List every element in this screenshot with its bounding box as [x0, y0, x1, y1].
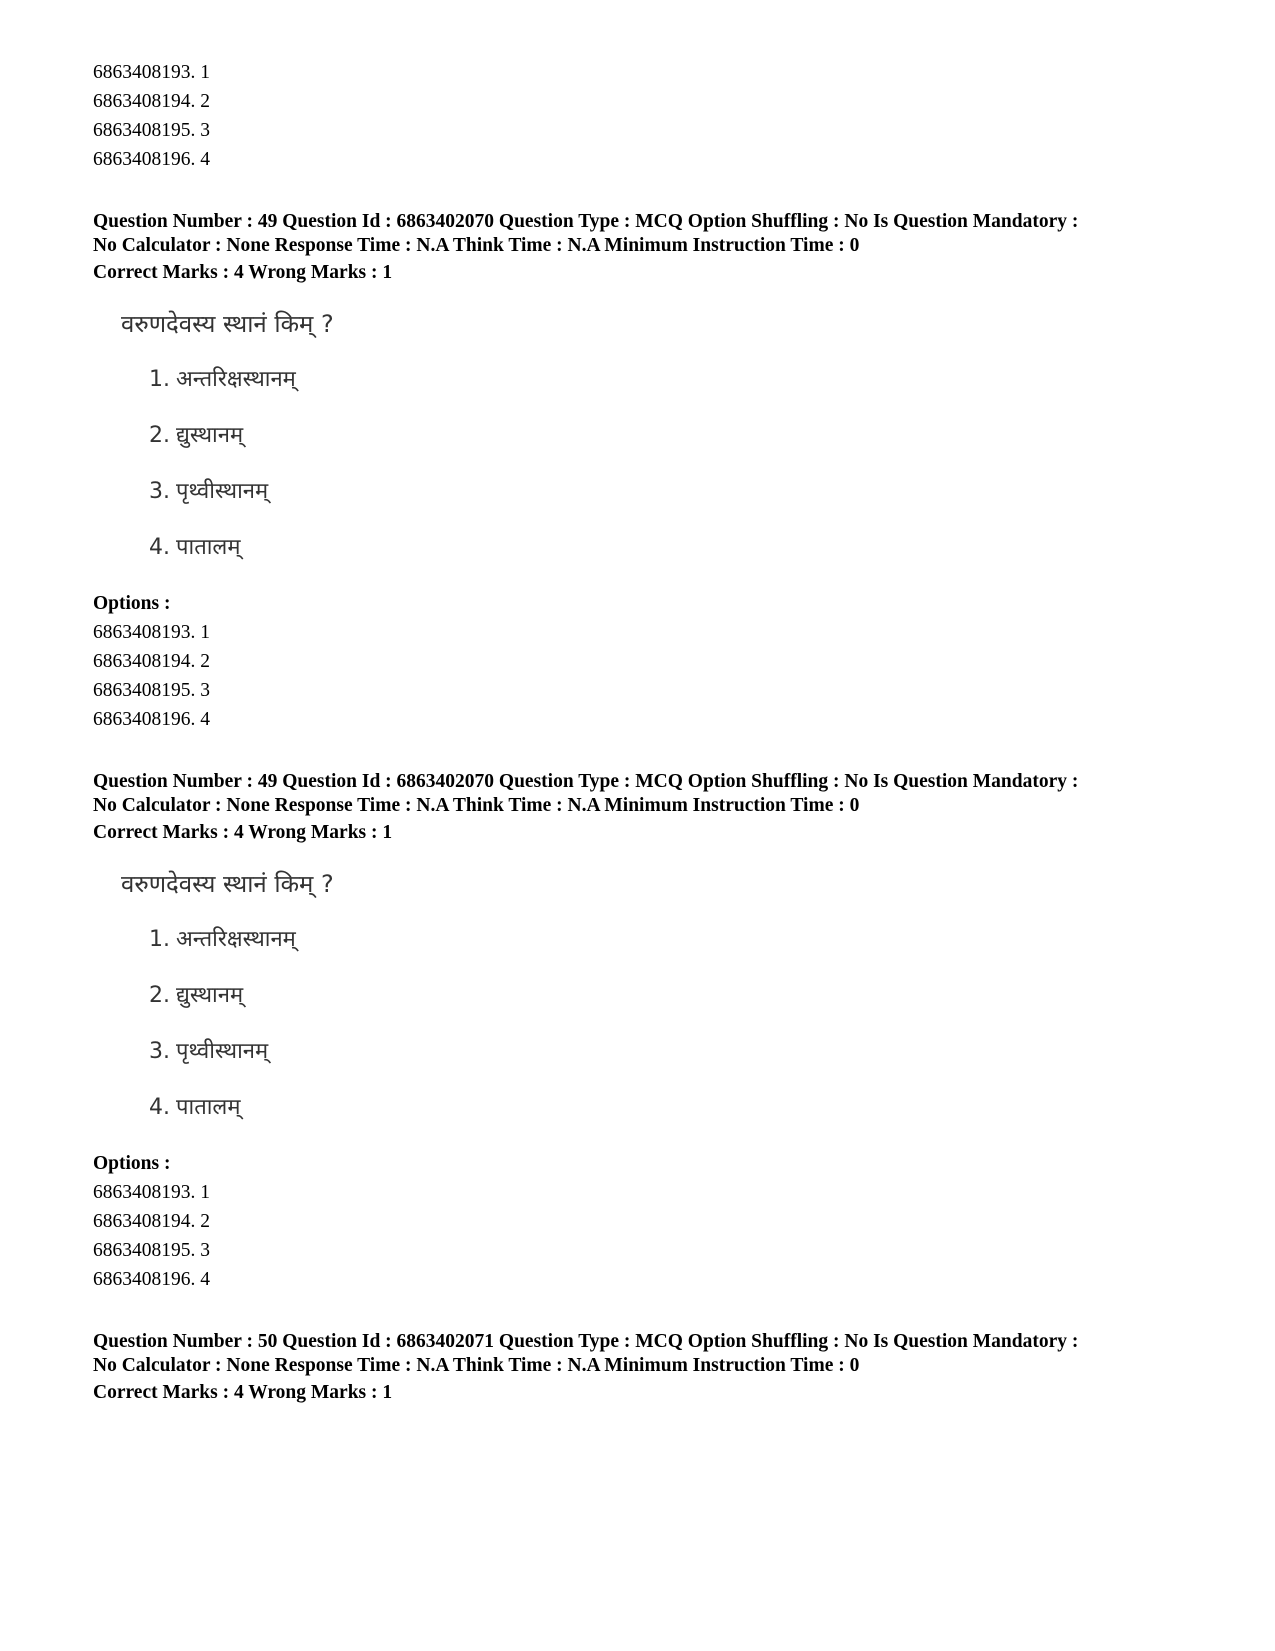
question-image: [93, 853, 1203, 1149]
question-meta-line-2: No Calculator : None Response Time : N.A Think Time : N.A Minimum Instruction Time : 0: [93, 235, 860, 256]
option-item: 6863408195. 3: [93, 680, 210, 701]
question-block: [93, 1330, 1203, 1407]
options-list-top: [93, 58, 1203, 174]
question-choice: 1. अन्तरिक्षस्थानम्: [149, 927, 296, 952]
option-item: 6863408196. 4: [93, 149, 210, 170]
question-marks: Correct Marks : 4 Wrong Marks : 1: [93, 1382, 393, 1403]
document-page: [93, 58, 1203, 1407]
option-item: 6863408196. 4: [93, 1269, 210, 1290]
option-item: 6863408194. 2: [93, 651, 210, 672]
options-list: [93, 618, 1203, 734]
option-item: 6863408195. 3: [93, 1240, 210, 1261]
question-stem: वरुणदेवस्य स्थानं किम् ?: [121, 310, 334, 338]
question-block: [93, 210, 1203, 734]
question-marks: Correct Marks : 4 Wrong Marks : 1: [93, 262, 393, 283]
question-block: [93, 770, 1203, 1294]
option-item: 6863408196. 4: [93, 709, 210, 730]
question-meta-line-2: No Calculator : None Response Time : N.A Think Time : N.A Minimum Instruction Time : 0: [93, 1355, 860, 1376]
question-marks: Correct Marks : 4 Wrong Marks : 1: [93, 822, 393, 843]
option-item: 6863408193. 1: [93, 622, 210, 643]
question-choice: 3. पृथ्वीस्थानम्: [149, 1039, 269, 1064]
question-image: [93, 293, 1203, 589]
question-choice: 2. द्युस्थानम्: [149, 983, 244, 1008]
question-choice: 4. पातालम्: [149, 1095, 241, 1120]
question-choice: 4. पातालम्: [149, 535, 241, 560]
option-item: 6863408193. 1: [93, 1182, 210, 1203]
options-label: Options :: [93, 1153, 171, 1174]
question-choice: 3. पृथ्वीस्थानम्: [149, 479, 269, 504]
option-item: 6863408195. 3: [93, 120, 210, 141]
option-item: 6863408193. 1: [93, 62, 210, 83]
question-meta-line-1: Question Number : 49 Question Id : 6863402070 Question Type : MCQ Option Shuffling : No Is Question Mandatory :: [93, 771, 1079, 792]
question-meta-line-1: Question Number : 49 Question Id : 6863402070 Question Type : MCQ Option Shuffling : No Is Question Mandatory :: [93, 211, 1079, 232]
question-choice: 2. द्युस्थानम्: [149, 423, 244, 448]
option-item: 6863408194. 2: [93, 1211, 210, 1232]
options-label: Options :: [93, 593, 171, 614]
question-meta-line-2: No Calculator : None Response Time : N.A Think Time : N.A Minimum Instruction Time : 0: [93, 795, 860, 816]
options-list: [93, 1178, 1203, 1294]
question-choice: 1. अन्तरिक्षस्थानम्: [149, 367, 296, 392]
option-item: 6863408194. 2: [93, 91, 210, 112]
question-meta-line-1: Question Number : 50 Question Id : 6863402071 Question Type : MCQ Option Shuffling : No Is Question Mandatory :: [93, 1331, 1079, 1352]
question-stem: वरुणदेवस्य स्थानं किम् ?: [121, 870, 334, 898]
